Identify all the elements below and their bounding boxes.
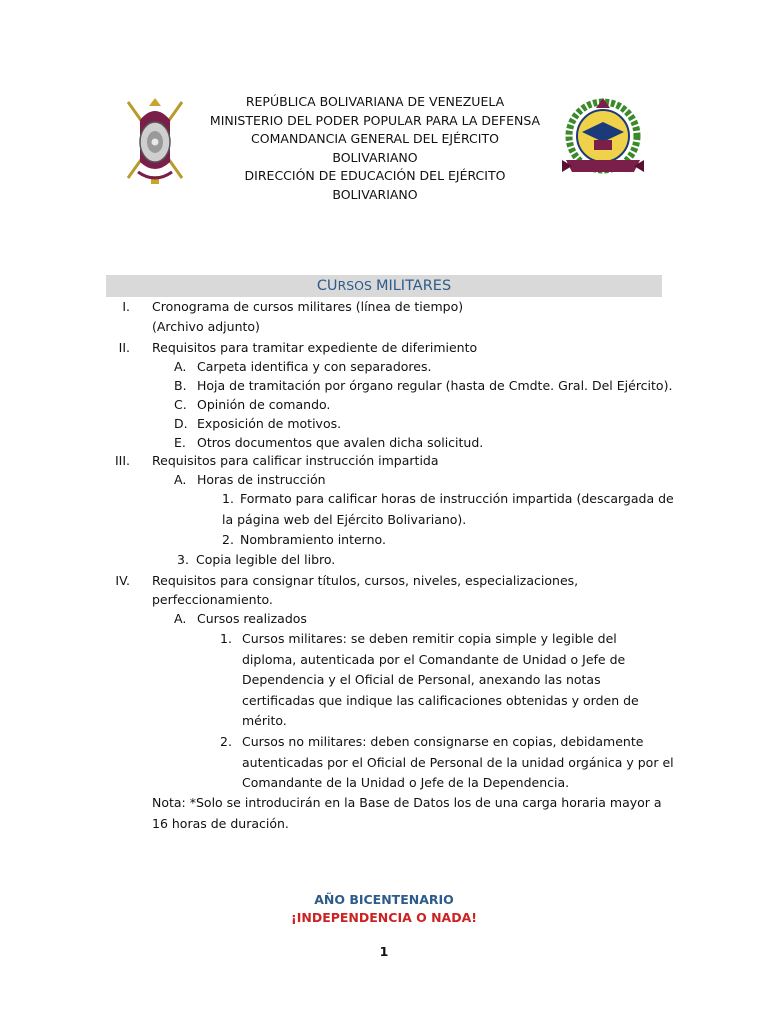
section-2-item-c: Opinión de comando. [197, 397, 331, 412]
note-line-2: 16 horas de duración. [152, 816, 289, 831]
section-3-heading: Requisitos para calificar instrucción impartida [152, 453, 439, 468]
section-4-line-2: perfeccionamiento. [152, 592, 273, 607]
section-2-item-d-letter: D. [174, 416, 188, 431]
section-4-sub-1-line-3: Dependencia y el Oficial de Personal, anexando las notas [242, 672, 601, 687]
education-directorate-emblem-icon [556, 96, 650, 182]
section-1-number: I. [122, 299, 130, 314]
section-4-item-a: Cursos realizados [197, 611, 307, 626]
section-3-sub-1-line-2: la página web del Ejército Bolivariano). [222, 512, 467, 527]
section-2-item-d: Exposición de motivos. [197, 416, 342, 431]
section-2-item-c-letter: C. [174, 397, 187, 412]
header-line-directorate: DIRECCIÓN DE EDUCACIÓN DEL EJÉRCITO [244, 168, 506, 184]
section-4-sub-2-line-1: Cursos no militares: deben consignarse en copias, debidamente [242, 734, 644, 749]
header-line-command: COMANDANCIA GENERAL DEL EJÉRCITO [251, 131, 499, 147]
section-2-heading: Requisitos para tramitar expediente de diferimiento [152, 340, 478, 355]
section-4-sub-2-line-3: Comandante de la Unidad o Jefe de la Dependencia. [242, 775, 570, 790]
section-3-sub-2: Nombramiento interno. [240, 532, 386, 547]
header-line-republic: REPÚBLICA BOLIVARIANA DE VENEZUELA [245, 94, 505, 109]
footer-bicentennial: AÑO BICENTENARIO [314, 892, 454, 907]
section-2-item-b: Hoja de tramitación por órgano regular (hasta de Cmdte. Gral. Del Ejército). [197, 378, 673, 393]
section-1-line-2: (Archivo adjunto) [152, 319, 260, 334]
document-header [205, 93, 545, 205]
section-2-item-e-letter: E. [174, 435, 186, 450]
header-line-directorate-cont: BOLIVARIANO [332, 186, 418, 202]
section-4-sub-1-line-1: Cursos militares: se deben remitir copia simple y legible del [242, 631, 617, 646]
section-3-sub-1-line-1: Formato para calificar horas de instrucción impartida (descargada de [240, 491, 674, 506]
section-2-number: II. [118, 340, 130, 355]
section-3-number: III. [114, 453, 130, 468]
section-4-sub-1-number: 1. [220, 631, 232, 646]
section-2-item-a-letter: A. [174, 359, 187, 374]
section-4-sub-2-line-2: autenticadas por el Oficial de Personal de la unidad orgánica y por el [242, 755, 674, 770]
header-line-command-cont: BOLIVARIANO [332, 149, 418, 165]
section-3-sub-3: Copia legible del libro. [196, 552, 336, 567]
section-title [106, 275, 662, 297]
section-3-sub-1-number: 1. [222, 491, 234, 506]
section-1-line-1: Cronograma de cursos militares (línea de tiempo) [152, 299, 464, 314]
section-3-item-a-letter: A. [174, 472, 187, 487]
section-4-line-1: Requisitos para consignar títulos, cursos, niveles, especializaciones, [152, 573, 579, 588]
title-part-1: CU [316, 278, 338, 294]
section-3-sub-2-number: 2. [222, 532, 234, 547]
section-2-item-a: Carpeta identifica y con separadores. [197, 359, 432, 374]
header-line-ministry: MINISTERIO DEL PODER POPULAR PARA LA DEFENSA [209, 112, 541, 128]
section-4-sub-1-line-5: mérito. [242, 713, 287, 728]
section-4-sub-1-line-2: diploma, autenticada por el Comandante de Unidad o Jefe de [242, 652, 626, 667]
page-number: 1 [379, 944, 389, 959]
section-3-item-a: Horas de instrucción [197, 472, 326, 487]
section-3-sub-3-number: 3. [177, 552, 189, 567]
section-4-sub-1-line-4: certificadas que indique las calificaciones obtenidas y orden de [242, 693, 639, 708]
title-part-2: RSOS [337, 278, 376, 293]
army-coat-of-arms-icon [120, 92, 190, 188]
note-line-1: Nota: *Solo se introducirán en la Base de Datos los de una carga horaria mayor a [152, 795, 662, 810]
section-2-item-e: Otros documentos que avalen dicha solicitud. [197, 435, 484, 450]
title-part-3: MILITARES [375, 278, 452, 294]
section-2-item-b-letter: B. [174, 378, 187, 393]
section-4-sub-2-number: 2. [220, 734, 232, 749]
section-4-number: IV. [115, 573, 130, 588]
footer-motto: ¡INDEPENDENCIA O NADA! [291, 910, 477, 925]
section-4-item-a-letter: A. [174, 611, 187, 626]
